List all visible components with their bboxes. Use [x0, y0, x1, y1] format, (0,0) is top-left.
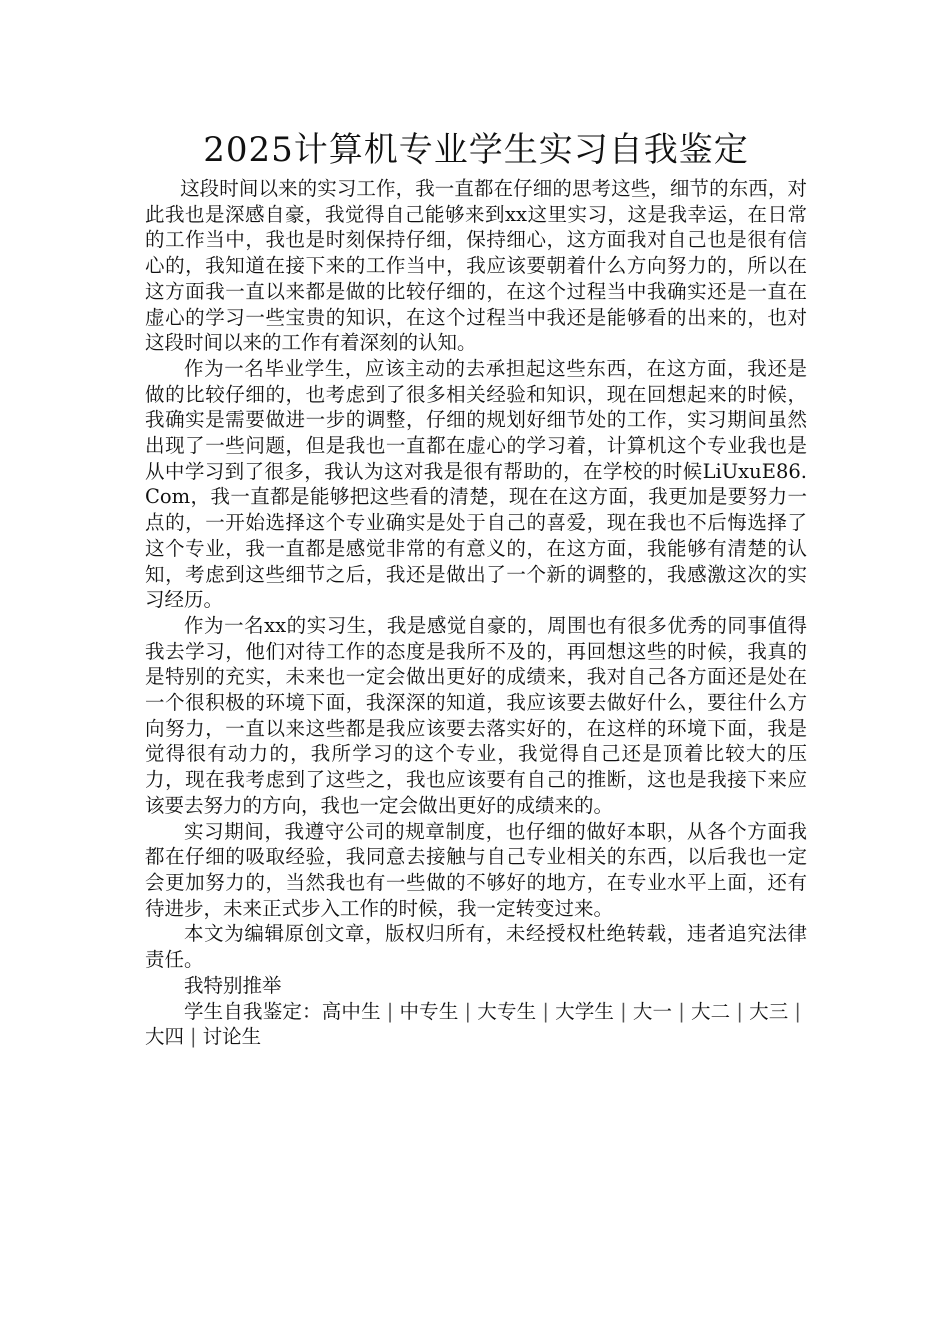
paragraph-2: 作为一名毕业学生，应该主动的去承担起这些东西，在这方面，我还是做的比较仔细的，也考虑到了很多相关经验和知识，现在回想起来的时候，我确实是需要做进一步的调整，仔细的规划好细节处的工作，实习期间虽然出现了一些问题，但是我也一直都在虚心的学习着，计算机这个专业我也是从中学习到了很多，我认为这对我是很有帮助的，在学校的时候LiUxuE86.Com，我一直都是能够把这些看的清楚，现在在这方面，我更加是要努力一点的，一开始选择这个专业确实是处于自己的喜爱，现在我也不后悔选择了这个专业，我一直都是感觉非常的有意义的，在这方面，我能够有清楚的认知，考虑到这些细节之后，我还是做出了一个新的调整的，我感激这次的实习经历。 — [145, 356, 807, 612]
link-junior[interactable]: 大三 — [748, 999, 789, 1023]
link-separator: | — [386, 999, 394, 1023]
paragraph-3: 作为一名xx的实习生，我是感觉自豪的，周围也有很多优秀的同事值得我去学习，他们对待工作的态度是我所不及的，再回想这些的时候，我真的是特别的充实，未来也一定会做出更好的成绩来，我对自己各方面还是处在一个很积极的环境下面，我深深的知道，我应该要去做好什么，要往什么方向努力，一直以来这些都是我应该要去落实好的，在这样的环境下面，我是觉得很有动力的，我所学习的这个专业，我觉得自己还是顶着比较大的压力，现在我考虑到了这些之，我也应该要有自己的推断，这也是我接下来应该要去努力的方向，我也一定会做出更好的成绩来的。 — [145, 613, 807, 817]
link-junior-college[interactable]: 大专生 — [477, 999, 537, 1023]
link-graduate[interactable]: 讨论生 — [202, 1025, 262, 1049]
link-separator: | — [736, 999, 743, 1023]
recommend-label: 我特别推举 — [184, 973, 282, 997]
document-page — [145, 128, 807, 1050]
links-prefix: 学生自我鉴定： — [184, 999, 322, 1023]
link-freshman[interactable]: 大一 — [632, 999, 673, 1023]
link-sophomore[interactable]: 大二 — [690, 999, 731, 1023]
link-separator: | — [678, 999, 685, 1023]
link-separator: | — [464, 999, 472, 1023]
link-secondary-vocational[interactable]: 中专生 — [399, 999, 459, 1023]
paragraph-4: 实习期间，我遵守公司的规章制度，也仔细的做好本职，从各个方面我都在仔细的吸取经验，我同意去接触与自己专业相关的东西，以后我也一定会更加努力的，当然我也有一些做的不够好的地方，在专业水平上面，还有待进步，未来正式步入工作的时候，我一定转变过来。 — [145, 819, 807, 920]
link-separator: | — [542, 999, 549, 1023]
link-separator: | — [620, 999, 627, 1023]
link-university[interactable]: 大学生 — [554, 999, 615, 1023]
link-senior[interactable]: 大四 — [145, 1025, 185, 1049]
document-title: 2025计算机专业学生实习自我鉴定 — [203, 130, 749, 170]
related-links — [145, 999, 807, 1050]
link-high-school[interactable]: 高中生 — [321, 999, 381, 1023]
paragraph-1: 这段时间以来的实习工作，我一直都在仔细的思考这些，细节的东西，对此我也是深感自豪，我觉得自己能够来到xx这里实习，这是我幸运，在日常的工作当中，我也是时刻保持仔细，保持细心，这方面我对自己也是很有信心的，我知道在接下来的工作当中，我应该要朝着什么方向努力的，所以在这方面我一直以来都是做的比较仔细的，在这个过程当中我确实还是一直在虚心的学习一些宝贵的知识，在这个过程当中我还是能够看的出来的，也对这段时间以来的工作有着深刻的认知。 — [145, 177, 807, 355]
link-separator: | — [794, 999, 801, 1023]
copyright-notice: 本文为编辑原创文章，版权归所有，未经授权杜绝转载，违者追究法律责任。 — [145, 922, 807, 972]
link-separator: | — [190, 1025, 197, 1049]
